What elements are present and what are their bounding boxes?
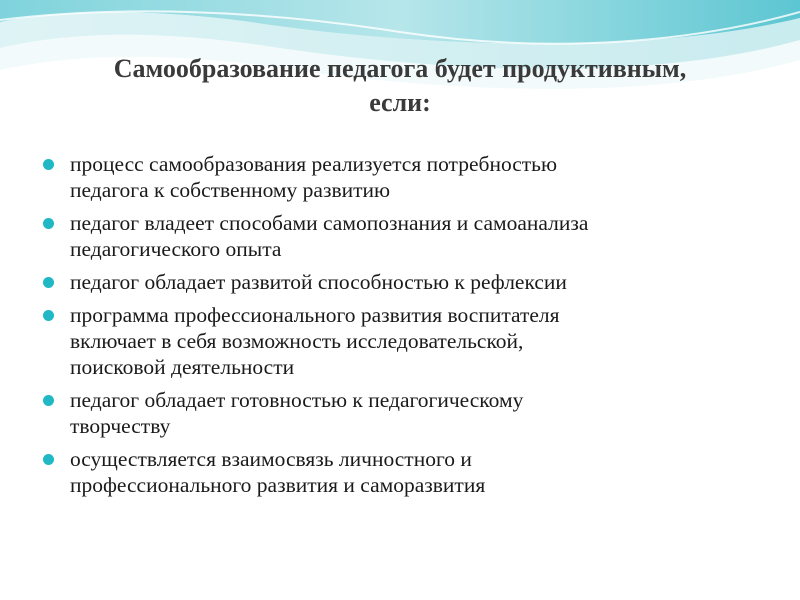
list-item-line: педагог обладает готовностью к педагогическому	[70, 388, 524, 412]
list-item-line: программа профессионального развития воспитателя	[70, 303, 560, 327]
list-item	[40, 302, 760, 380]
bullet-list	[40, 151, 760, 505]
list-item-line: осуществляется взаимосвязь личностного и	[70, 447, 472, 471]
bullet-dot-icon	[43, 310, 54, 321]
list-item-line: поисковой деятельности	[70, 355, 295, 379]
bullet-dot-icon	[43, 395, 54, 406]
list-item	[40, 387, 760, 439]
list-item-line: педагог владеет способами самопознания и самоанализа	[70, 211, 589, 235]
list-item-line: творчеству	[70, 414, 171, 438]
list-item-line: педагог обладает развитой способностью к рефлексии	[70, 270, 567, 294]
list-item	[40, 151, 760, 203]
bullet-dot-icon	[43, 454, 54, 465]
bullet-dot-icon	[43, 277, 54, 288]
slide-title	[40, 52, 760, 120]
list-item-line: педагога к собственному развитию	[70, 178, 391, 202]
list-item-line: профессионального развития и саморазвития	[70, 473, 486, 497]
bullet-dot-icon	[43, 159, 54, 170]
list-item-line: включает в себя возможность исследовательской,	[70, 329, 524, 353]
slide-title-line2: если:	[369, 88, 431, 117]
list-item	[40, 269, 760, 295]
list-item	[40, 446, 760, 498]
list-item-line: процесс самообразования реализуется потребностью	[70, 152, 558, 176]
bullet-dot-icon	[43, 218, 54, 229]
list-item-line: педагогического опыта	[70, 237, 282, 261]
slide-title-line1: Самообразование педагога будет продуктивным,	[113, 54, 687, 83]
list-item	[40, 210, 760, 262]
